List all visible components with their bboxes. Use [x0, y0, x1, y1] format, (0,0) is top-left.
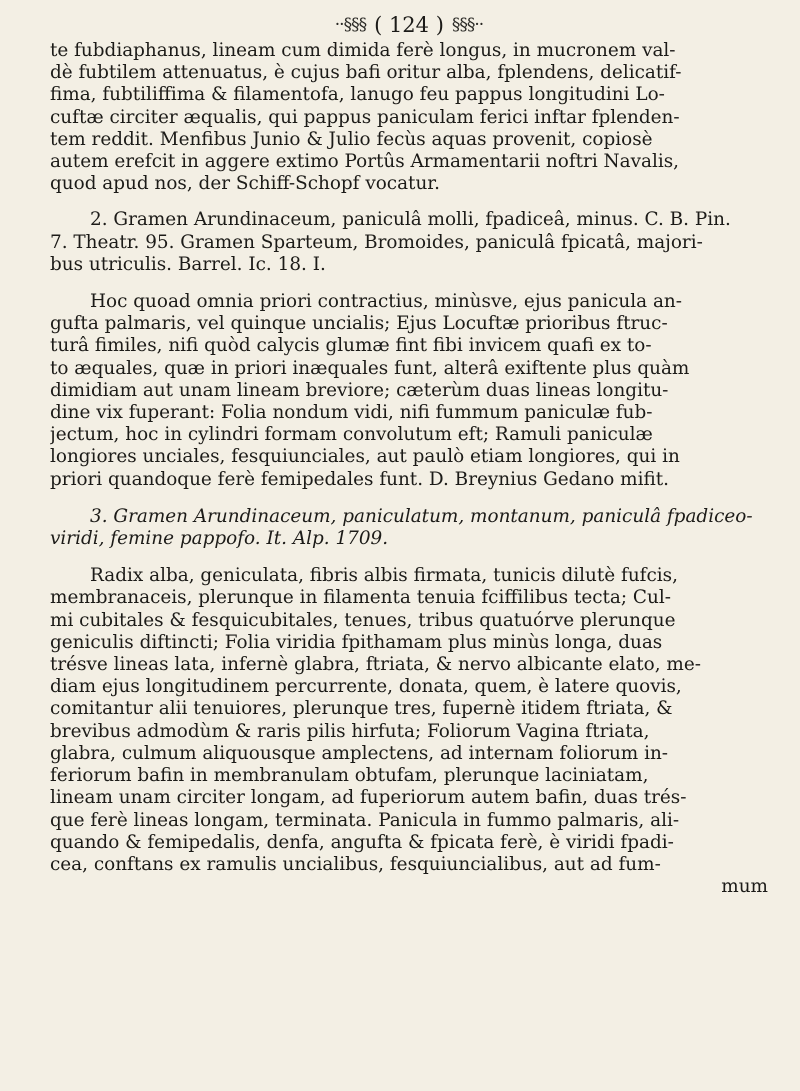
text-line: autem erefcit in aggere extimo Portûs Armamentarii noftri Navalis,: [50, 151, 680, 173]
text-line: feriorum bafin in membranulam obtufam, plerunque laciniatam,: [50, 765, 649, 787]
text-line: fima, fubtiliffima & filamentofa, lanugo feu pappus longitudini Lo-: [50, 84, 665, 106]
ornament-right-icon: §§§··: [451, 15, 484, 35]
description-entry-3: [50, 565, 768, 898]
text-line: trésve lineas lata, infernè glabra, ftriata, & nervo albicante elato, me-: [50, 654, 701, 676]
species-entry-3: [50, 506, 768, 550]
text-line: quando & femipedalis, denfa, angufta & fpicata ferè, è viridi fpadi-: [50, 831, 674, 853]
text-line: 2. Gramen Arundinaceum, paniculâ molli, fpadiceâ, minus. C. B. Pin.: [90, 209, 731, 231]
text-line: cea, conftans ex ramulis uncialibus, fesquiuncialibus, aut ad fum-: [50, 853, 661, 875]
text-line: diam ejus longitudinem percurrente, donata, quem, è latere quovis,: [50, 676, 682, 698]
description-entry-2: [50, 291, 768, 491]
text-line: cuftæ circiter æqualis, qui pappus paniculam ferici inftar fplenden-: [50, 106, 680, 128]
text-line: jectum, hoc in cylindri formam convolutum eft; Ramuli paniculæ: [50, 424, 653, 446]
text-line: geniculis diftincti; Folia viridia fpithamam plus minùs longa, duas: [50, 631, 663, 653]
species-entry-2: [50, 209, 768, 276]
text-line: priori quandoque ferè femipedales funt. D. Breynius Gedano mifit.: [50, 468, 670, 490]
page-number: ( 124 ): [374, 13, 444, 37]
text-line: 7. Theatr. 95. Gramen Sparteum, Bromoides, paniculâ fpicatâ, majori-: [50, 231, 703, 253]
ornament-left-icon: ··§§§: [334, 15, 367, 35]
paragraph-continuation: [50, 40, 768, 195]
page-header: [50, 10, 768, 40]
text-line: Radix alba, geniculata, fibris albis firmata, tunicis dilutè fufcis,: [90, 565, 678, 587]
text-line: dimidiam aut unam lineam breviore; cæterùm duas lineas longitu-: [50, 379, 669, 401]
text-line: 3. Gramen Arundinaceum, paniculatum, montanum, paniculâ fpadiceo-: [90, 505, 753, 527]
text-line: mum: [721, 876, 768, 898]
text-line: brevibus admodùm & raris pilis hirfuta; Foliorum Vagina ftriata,: [50, 720, 650, 742]
text-line: te fubdiaphanus, lineam cum dimida ferè longus, in mucronem val-: [50, 40, 676, 61]
text-line: gufta palmaris, vel quinque uncialis; Ejus Locuftæ prioribus ftruc-: [50, 313, 668, 335]
text-line: membranaceis, plerunque in filamenta tenuia fciffilibus tecta; Cul-: [50, 587, 671, 609]
text-line: comitantur alii tenuiores, plerunque tres, fupernè itidem ftriata, &: [50, 698, 673, 720]
text-line: viridi, femine pappofo. It. Alp. 1709.: [50, 528, 389, 550]
text-line: tem reddit. Menfibus Junio & Julio fecùs aquas provenit, copiosè: [50, 128, 653, 150]
text-line: Hoc quoad omnia priori contractius, minùsve, ejus panicula an-: [90, 291, 682, 313]
text-line: mi cubitales & fesquicubitales, tenues, tribus quatuórve plerunque: [50, 609, 676, 631]
text-line: glabra, culmum aliquousque amplectens, ad internam foliorum in-: [50, 742, 669, 764]
text-line: lineam unam circiter longam, ad fuperiorum autem bafin, duas trés-: [50, 787, 687, 809]
text-line: turâ fimiles, nifi quòd calycis glumæ fint fibi invicem quafi ex to-: [50, 335, 652, 357]
text-line: quod apud nos, der Schiff-Schopf vocatur.: [50, 173, 440, 195]
text-line: dine vix fuperant: Folia nondum vidi, nifi fummum paniculæ fub-: [50, 402, 653, 424]
text-line: dè fubtilem attenuatus, è cujus bafi oritur alba, fplendens, delicatif-: [50, 62, 682, 84]
text-line: longiores unciales, fesquiunciales, aut paulò etiam longiores, qui in: [50, 446, 680, 468]
text-line: to æquales, quæ in priori inæquales funt, alterâ exiftente plus quàm: [50, 357, 690, 379]
text-line: bus utriculis. Barrel. Ic. 18. I.: [50, 253, 326, 275]
text-line: que ferè lineas longam, terminata. Panicula in fummo palmaris, ali-: [50, 809, 680, 831]
